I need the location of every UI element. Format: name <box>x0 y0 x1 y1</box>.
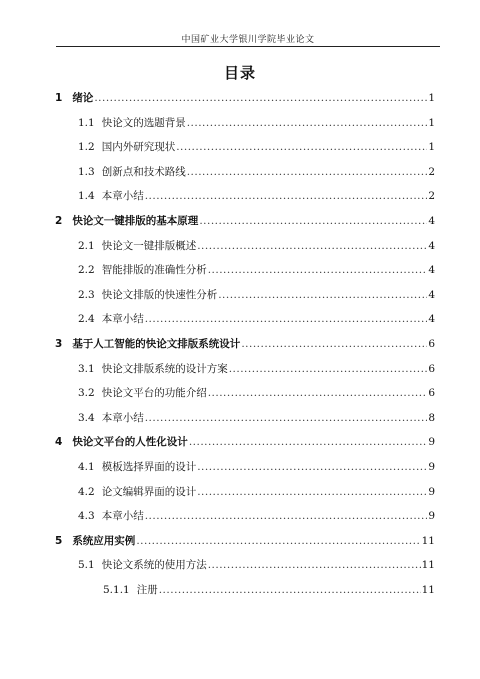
toc-entry-number: 4.3 <box>78 510 95 523</box>
toc-entry-title: 快论文平台的功能介绍 <box>101 387 207 400</box>
dot-leader <box>218 288 427 302</box>
toc-entry[interactable] <box>78 362 435 376</box>
toc-entry-page: 4 <box>428 264 435 277</box>
toc-entry-title: 论文编辑界面的设计 <box>101 485 197 498</box>
toc-entry-page: 4 <box>428 215 435 227</box>
dot-leader <box>176 140 427 154</box>
toc-entry-number: 4 <box>55 436 63 449</box>
toc-entry[interactable] <box>78 263 435 277</box>
header-rule <box>56 46 440 47</box>
toc-entry[interactable] <box>78 386 435 400</box>
toc-entry-title: 快论文平台的人性化设计 <box>72 436 188 449</box>
toc-entry-number: 2.2 <box>78 264 95 277</box>
dot-leader <box>197 239 427 253</box>
toc-entry-title: 快论文的选题背景 <box>101 116 186 129</box>
toc-entry-title: 国内外研究现状 <box>101 141 176 154</box>
toc-entry-number: 3.1 <box>78 362 95 375</box>
dot-leader <box>145 189 428 203</box>
dot-leader <box>197 460 427 474</box>
dot-leader <box>145 509 428 523</box>
toc-entry-page: 1 <box>428 92 435 104</box>
toc-entry-title: 模板选择界面的设计 <box>101 461 197 473</box>
toc-entry-page: 1 <box>428 141 435 154</box>
toc-entry[interactable] <box>78 239 435 253</box>
toc-entry-number: 1.4 <box>78 190 95 203</box>
toc-entry-title: 本章小结 <box>101 190 144 203</box>
toc-entry-page: 1 <box>428 116 435 129</box>
toc-entry-page: 2 <box>428 190 435 203</box>
toc-entry-title: 注册 <box>136 584 158 596</box>
toc-entry-page: 8 <box>428 411 435 424</box>
toc-entry-page: 9 <box>428 510 435 523</box>
toc-entry-number: 2 <box>55 215 63 227</box>
toc-entry[interactable] <box>78 411 435 425</box>
toc-entry[interactable] <box>78 460 435 474</box>
toc-entry[interactable] <box>55 534 435 548</box>
toc-entry[interactable] <box>103 583 435 597</box>
toc-entry-number: 4.2 <box>78 485 95 498</box>
toc-entry-page: 9 <box>428 485 435 498</box>
dot-leader <box>94 91 427 105</box>
toc-entry-page: 9 <box>428 461 435 473</box>
toc-entry-title: 快论文系统的使用方法 <box>101 559 207 572</box>
toc-entry-title: 智能排版的准确性分析 <box>101 264 207 277</box>
toc-entry-title: 本章小结 <box>101 411 144 424</box>
toc-entry[interactable] <box>55 435 435 449</box>
toc-entry-number: 5 <box>55 534 63 547</box>
toc-entry-title: 本章小结 <box>101 313 144 326</box>
toc-entry[interactable] <box>78 189 435 203</box>
dot-leader <box>208 386 428 400</box>
dot-leader <box>145 312 428 326</box>
toc-entry-title: 创新点和技术路线 <box>101 165 186 178</box>
running-header: 中国矿业大学银川学院毕业论文 <box>181 35 315 45</box>
toc-entry[interactable] <box>78 509 435 523</box>
dot-leader <box>145 411 428 425</box>
dot-leader <box>159 583 421 597</box>
dot-leader <box>229 362 428 376</box>
toc-entry-title: 快论文一键排版概述 <box>101 239 197 252</box>
toc-entry[interactable] <box>55 337 435 351</box>
toc-entry-page: 11 <box>421 584 435 596</box>
toc-entry-title: 快论文排版系统的设计方案 <box>101 362 228 375</box>
toc-entry-page: 4 <box>428 288 435 301</box>
toc-entry-number: 5.1.1 <box>103 584 130 596</box>
dot-leader <box>136 534 420 548</box>
toc-entry[interactable] <box>78 312 435 326</box>
toc-entry[interactable] <box>78 116 435 130</box>
toc-entry-number: 2.1 <box>78 239 95 252</box>
toc-entry-page: 4 <box>428 239 435 252</box>
toc-entry-title: 本章小结 <box>101 510 144 523</box>
toc-entry-number: 3.4 <box>78 411 95 424</box>
toc-entry-number: 1.1 <box>78 116 95 129</box>
toc-entry-number: 5.1 <box>78 559 95 572</box>
dot-leader <box>241 337 427 351</box>
dot-leader <box>187 116 428 130</box>
toc-entry[interactable] <box>78 165 435 179</box>
toc-entry[interactable] <box>55 91 435 105</box>
toc-entry-page: 4 <box>428 313 435 326</box>
toc-entry[interactable] <box>78 140 435 154</box>
toc-entry[interactable] <box>78 558 435 572</box>
dot-leader <box>197 485 427 499</box>
toc-entry-title: 快论文一键排版的基本原理 <box>72 215 199 227</box>
toc-entry-title: 系统应用实例 <box>72 534 136 547</box>
toc-entry-page: 6 <box>428 387 435 400</box>
toc-title: 目录 <box>223 64 256 82</box>
toc-entry-number: 1 <box>55 92 63 104</box>
toc-entry-number: 1.2 <box>78 141 95 154</box>
toc-entry-page: 6 <box>428 362 435 375</box>
toc-entry-number: 2.4 <box>78 313 95 326</box>
toc-entry-page: 11 <box>421 534 435 547</box>
toc-entry-page: 11 <box>421 559 435 572</box>
toc-entry-page: 2 <box>428 165 435 178</box>
dot-leader <box>187 165 428 179</box>
toc-entry[interactable] <box>78 485 435 499</box>
dot-leader <box>208 263 428 277</box>
dot-leader <box>208 558 421 572</box>
dot-leader <box>199 214 427 228</box>
toc-entry-page: 9 <box>428 436 435 449</box>
toc-entry-number: 1.3 <box>78 165 95 178</box>
toc-entry-page: 6 <box>428 338 435 350</box>
toc-entry[interactable] <box>55 214 435 228</box>
toc-entry-number: 4.1 <box>78 461 95 473</box>
toc-entry-title: 快论文排版的快速性分析 <box>101 288 218 301</box>
toc-entry-number: 3 <box>55 338 63 350</box>
dot-leader <box>189 435 428 449</box>
toc-entry-title: 基于人工智能的快论文排版系统设计 <box>72 338 241 350</box>
toc-entry-number: 2.3 <box>78 288 95 301</box>
toc-entry[interactable] <box>78 288 435 302</box>
toc-entry-title: 绪论 <box>72 92 94 104</box>
toc-entry-number: 3.2 <box>78 387 95 400</box>
